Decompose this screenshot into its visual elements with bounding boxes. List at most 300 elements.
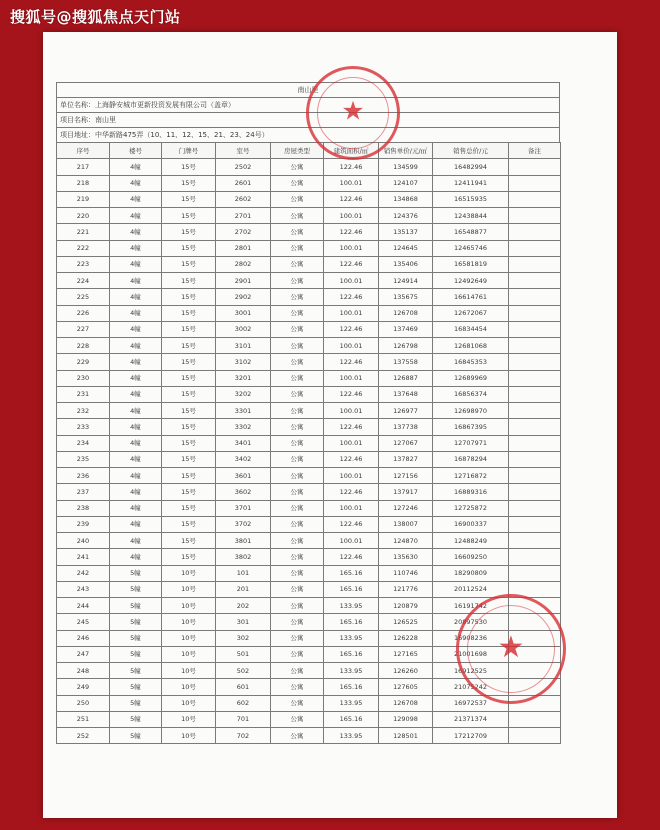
watermark-text: 搜狐号@搜狐焦点天门站: [10, 8, 181, 26]
table-cell: 129098: [379, 711, 433, 727]
table-cell: 5幢: [110, 598, 162, 614]
table-cell: 4幢: [110, 224, 162, 240]
table-cell: 2502: [216, 159, 271, 175]
table-cell: 10号: [162, 711, 216, 727]
table-cell: 3602: [216, 484, 271, 500]
column-header: 楼号: [110, 143, 162, 159]
table-cell: 124645: [379, 240, 433, 256]
table-row: [57, 338, 561, 354]
table-cell: 公寓: [271, 500, 324, 516]
table-cell: 公寓: [271, 565, 324, 581]
table-cell: 237: [57, 484, 110, 500]
table-cell: 239: [57, 516, 110, 532]
table-row: [57, 159, 561, 175]
table-cell: 16867395: [433, 419, 509, 435]
table-cell: 100.01: [324, 305, 379, 321]
table-cell: 133.95: [324, 598, 379, 614]
table-cell: 122.46: [324, 191, 379, 207]
table-cell: 15号: [162, 191, 216, 207]
table-cell: 135630: [379, 549, 433, 565]
table-cell: 4幢: [110, 338, 162, 354]
table-row: [57, 533, 561, 549]
table-cell: 127246: [379, 500, 433, 516]
table-cell: [509, 468, 561, 484]
table-cell: 137648: [379, 386, 433, 402]
table-cell: 226: [57, 305, 110, 321]
table-cell: 243: [57, 581, 110, 597]
table-cell: 公寓: [271, 516, 324, 532]
table-cell: 246: [57, 630, 110, 646]
table-cell: 135137: [379, 224, 433, 240]
table-cell: 100.01: [324, 240, 379, 256]
table-cell: 4幢: [110, 191, 162, 207]
table-row: [57, 516, 561, 532]
table-cell: 17212709: [433, 728, 509, 744]
table-cell: 232: [57, 403, 110, 419]
table-cell: 12716872: [433, 468, 509, 484]
table-cell: 127605: [379, 679, 433, 695]
table-cell: 501: [216, 646, 271, 662]
table-cell: 12689969: [433, 370, 509, 386]
table-row: [57, 419, 561, 435]
table-cell: 231: [57, 386, 110, 402]
table-cell: 122.46: [324, 354, 379, 370]
table-cell: [509, 646, 561, 662]
table-cell: 15号: [162, 468, 216, 484]
table-cell: [509, 403, 561, 419]
table-row: [57, 256, 561, 272]
table-cell: 公寓: [271, 581, 324, 597]
table-cell: 165.16: [324, 614, 379, 630]
table-cell: 15号: [162, 305, 216, 321]
table-row: [57, 565, 561, 581]
table-cell: 3701: [216, 500, 271, 516]
table-cell: [509, 256, 561, 272]
table-cell: 127156: [379, 468, 433, 484]
table-cell: 124376: [379, 208, 433, 224]
table-cell: 15号: [162, 484, 216, 500]
table-cell: 4幢: [110, 289, 162, 305]
table-cell: 15号: [162, 208, 216, 224]
table-cell: [509, 370, 561, 386]
table-cell: 4幢: [110, 451, 162, 467]
table-cell: 236: [57, 468, 110, 484]
table-cell: 3801: [216, 533, 271, 549]
table-cell: 16972537: [433, 695, 509, 711]
table-cell: 公寓: [271, 468, 324, 484]
table-cell: 15号: [162, 403, 216, 419]
table-cell: 10号: [162, 630, 216, 646]
table-cell: 16581819: [433, 256, 509, 272]
table-cell: 12698970: [433, 403, 509, 419]
table-cell: [509, 630, 561, 646]
table-cell: 12465746: [433, 240, 509, 256]
table-cell: 16908236: [433, 630, 509, 646]
table-cell: 21001698: [433, 646, 509, 662]
table-cell: 128501: [379, 728, 433, 744]
table-cell: [509, 435, 561, 451]
table-cell: 4幢: [110, 240, 162, 256]
table-cell: 公寓: [271, 679, 324, 695]
seal-star-icon: ★: [497, 629, 525, 665]
table-cell: 4幢: [110, 549, 162, 565]
table-cell: 公寓: [271, 614, 324, 630]
table-cell: 100.01: [324, 338, 379, 354]
table-row: [57, 435, 561, 451]
table-row: [57, 500, 561, 516]
table-cell: 122.46: [324, 484, 379, 500]
table-cell: 12438844: [433, 208, 509, 224]
column-header: 房屋类型: [271, 143, 324, 159]
table-row: [57, 321, 561, 337]
table-cell: [509, 338, 561, 354]
table-cell: 252: [57, 728, 110, 744]
table-row: [57, 646, 561, 662]
table-cell: 10号: [162, 565, 216, 581]
table-cell: 5幢: [110, 646, 162, 662]
sheet-title: 南山里: [56, 82, 560, 97]
table-cell: [509, 533, 561, 549]
table-cell: 3301: [216, 403, 271, 419]
project-name: 项目名称：南山里: [56, 112, 560, 127]
table-cell: 138007: [379, 516, 433, 532]
table-cell: 3002: [216, 321, 271, 337]
table-cell: 10号: [162, 679, 216, 695]
table-cell: 124107: [379, 175, 433, 191]
table-cell: 165.16: [324, 679, 379, 695]
table-cell: 16889316: [433, 484, 509, 500]
table-cell: 601: [216, 679, 271, 695]
table-cell: 12672067: [433, 305, 509, 321]
table-cell: 234: [57, 435, 110, 451]
table-cell: [509, 289, 561, 305]
table-cell: 16900337: [433, 516, 509, 532]
column-header: 室号: [216, 143, 271, 159]
table-cell: 201: [216, 581, 271, 597]
column-header: 门牌号: [162, 143, 216, 159]
table-cell: 122.46: [324, 321, 379, 337]
table-cell: 124914: [379, 273, 433, 289]
table-cell: 134868: [379, 191, 433, 207]
table-cell: 公寓: [271, 646, 324, 662]
table-row: [57, 711, 561, 727]
table-cell: 2902: [216, 289, 271, 305]
price-list-sheet: [56, 82, 560, 744]
table-cell: 122.46: [324, 289, 379, 305]
table-row: [57, 191, 561, 207]
table-cell: 5幢: [110, 679, 162, 695]
table-cell: 15号: [162, 419, 216, 435]
table-cell: 15号: [162, 321, 216, 337]
table-cell: 16856374: [433, 386, 509, 402]
table-cell: 公寓: [271, 273, 324, 289]
table-row: [57, 240, 561, 256]
table-cell: 502: [216, 663, 271, 679]
table-cell: 20112524: [433, 581, 509, 597]
table-cell: 5幢: [110, 630, 162, 646]
table-cell: 100.01: [324, 435, 379, 451]
table-cell: 16878294: [433, 451, 509, 467]
table-cell: [509, 679, 561, 695]
table-cell: 126798: [379, 338, 433, 354]
table-body: [57, 159, 561, 744]
table-cell: 15号: [162, 435, 216, 451]
table-row: [57, 370, 561, 386]
table-cell: 公寓: [271, 370, 324, 386]
table-cell: 5幢: [110, 614, 162, 630]
table-cell: 2601: [216, 175, 271, 191]
table-cell: 公寓: [271, 695, 324, 711]
table-cell: 16834454: [433, 321, 509, 337]
table-cell: 3802: [216, 549, 271, 565]
table-cell: 165.16: [324, 646, 379, 662]
table-cell: 15号: [162, 240, 216, 256]
table-cell: 18290809: [433, 565, 509, 581]
table-cell: [509, 305, 561, 321]
table-cell: [509, 598, 561, 614]
table-row: [57, 403, 561, 419]
table-row: [57, 208, 561, 224]
table-cell: 15号: [162, 289, 216, 305]
table-cell: 4幢: [110, 256, 162, 272]
table-cell: 110746: [379, 565, 433, 581]
table-cell: 4幢: [110, 419, 162, 435]
table-row: [57, 614, 561, 630]
table-cell: 126260: [379, 663, 433, 679]
table-cell: 16912525: [433, 663, 509, 679]
table-cell: 公寓: [271, 224, 324, 240]
table-cell: 20897530: [433, 614, 509, 630]
table-cell: 公寓: [271, 305, 324, 321]
table-cell: 133.95: [324, 728, 379, 744]
table-cell: 公寓: [271, 549, 324, 565]
table-cell: 2701: [216, 208, 271, 224]
table-cell: 124870: [379, 533, 433, 549]
table-cell: 10号: [162, 581, 216, 597]
table-cell: 公寓: [271, 191, 324, 207]
table-cell: 137827: [379, 451, 433, 467]
table-cell: 公寓: [271, 403, 324, 419]
table-cell: 15号: [162, 224, 216, 240]
table-row: [57, 289, 561, 305]
table-cell: 100.01: [324, 533, 379, 549]
table-cell: 16609250: [433, 549, 509, 565]
table-cell: 12725872: [433, 500, 509, 516]
table-cell: 247: [57, 646, 110, 662]
table-cell: 127067: [379, 435, 433, 451]
table-cell: 126525: [379, 614, 433, 630]
table-cell: 12488249: [433, 533, 509, 549]
seal-star-icon: ★: [341, 96, 365, 127]
table-cell: 248: [57, 663, 110, 679]
table-cell: 122.46: [324, 451, 379, 467]
table-cell: 126887: [379, 370, 433, 386]
table-cell: 16845353: [433, 354, 509, 370]
table-cell: [509, 240, 561, 256]
table-cell: 4幢: [110, 370, 162, 386]
table-cell: 135675: [379, 289, 433, 305]
table-cell: 16614761: [433, 289, 509, 305]
table-cell: 122.46: [324, 159, 379, 175]
table-cell: 15号: [162, 354, 216, 370]
table-cell: 134599: [379, 159, 433, 175]
column-header: 序号: [57, 143, 110, 159]
table-cell: 15号: [162, 451, 216, 467]
table-cell: [509, 273, 561, 289]
table-cell: 15号: [162, 549, 216, 565]
table-cell: 219: [57, 191, 110, 207]
table-cell: 241: [57, 549, 110, 565]
column-header: 销售单价/元/㎡: [379, 143, 433, 159]
table-cell: 3402: [216, 451, 271, 467]
table-cell: 2602: [216, 191, 271, 207]
table-cell: 4幢: [110, 159, 162, 175]
company-name: 单位名称：上海静安城市更新投资发展有限公司（盖章）: [56, 97, 560, 112]
table-cell: 225: [57, 289, 110, 305]
table-cell: [509, 224, 561, 240]
table-cell: 245: [57, 614, 110, 630]
table-cell: 4幢: [110, 435, 162, 451]
table-cell: 4幢: [110, 500, 162, 516]
table-cell: 221: [57, 224, 110, 240]
table-cell: 133.95: [324, 695, 379, 711]
table-cell: 12707971: [433, 435, 509, 451]
table-cell: 5幢: [110, 581, 162, 597]
table-cell: 100.01: [324, 273, 379, 289]
table-cell: 4幢: [110, 484, 162, 500]
table-cell: 公寓: [271, 354, 324, 370]
table-cell: 15号: [162, 533, 216, 549]
table-cell: 233: [57, 419, 110, 435]
table-row: [57, 468, 561, 484]
table-cell: 15号: [162, 370, 216, 386]
table-cell: 251: [57, 711, 110, 727]
table-cell: [509, 663, 561, 679]
table-cell: [509, 191, 561, 207]
table-cell: 126708: [379, 695, 433, 711]
table-cell: 公寓: [271, 386, 324, 402]
table-cell: 3302: [216, 419, 271, 435]
table-cell: 229: [57, 354, 110, 370]
table-cell: 4幢: [110, 208, 162, 224]
table-cell: [509, 354, 561, 370]
table-cell: 10号: [162, 663, 216, 679]
table-cell: 4幢: [110, 321, 162, 337]
table-cell: [509, 208, 561, 224]
table-cell: 2901: [216, 273, 271, 289]
table-cell: 5幢: [110, 565, 162, 581]
table-cell: 224: [57, 273, 110, 289]
table-cell: 227: [57, 321, 110, 337]
table-cell: 202: [216, 598, 271, 614]
table-cell: 5幢: [110, 728, 162, 744]
table-cell: 137558: [379, 354, 433, 370]
table-cell: 165.16: [324, 565, 379, 581]
table-cell: 21371374: [433, 711, 509, 727]
table-cell: [509, 728, 561, 744]
table-row: [57, 663, 561, 679]
table-cell: [509, 321, 561, 337]
table-cell: 4幢: [110, 273, 162, 289]
table-cell: 217: [57, 159, 110, 175]
table-cell: [509, 484, 561, 500]
table-cell: 121776: [379, 581, 433, 597]
table-cell: 165.16: [324, 581, 379, 597]
table-cell: 122.46: [324, 224, 379, 240]
table-cell: 2801: [216, 240, 271, 256]
table-cell: 100.01: [324, 175, 379, 191]
table-cell: [509, 451, 561, 467]
table-cell: 2802: [216, 256, 271, 272]
column-header: 销售总价/元: [433, 143, 509, 159]
table-row: [57, 549, 561, 565]
table-row: [57, 630, 561, 646]
table-cell: 16482994: [433, 159, 509, 175]
table-cell: 100.01: [324, 403, 379, 419]
table-cell: 238: [57, 500, 110, 516]
table-cell: [509, 500, 561, 516]
table-header-row: [57, 143, 561, 159]
table-row: [57, 354, 561, 370]
table-cell: [509, 419, 561, 435]
table-cell: 240: [57, 533, 110, 549]
table-cell: 3702: [216, 516, 271, 532]
table-cell: [509, 565, 561, 581]
table-cell: 15号: [162, 256, 216, 272]
table-cell: 10号: [162, 695, 216, 711]
table-cell: 3601: [216, 468, 271, 484]
table-cell: 3401: [216, 435, 271, 451]
table-cell: [509, 581, 561, 597]
table-cell: 公寓: [271, 630, 324, 646]
table-cell: 126977: [379, 403, 433, 419]
table-cell: 302: [216, 630, 271, 646]
table-cell: 100.01: [324, 208, 379, 224]
table-cell: 230: [57, 370, 110, 386]
table-cell: [509, 386, 561, 402]
table-cell: 4幢: [110, 468, 162, 484]
table-cell: 3201: [216, 370, 271, 386]
table-row: [57, 695, 561, 711]
table-cell: 10号: [162, 598, 216, 614]
table-cell: [509, 549, 561, 565]
table-cell: 165.16: [324, 711, 379, 727]
table-cell: 15号: [162, 175, 216, 191]
table-cell: 15号: [162, 338, 216, 354]
table-cell: 公寓: [271, 663, 324, 679]
table-cell: 4幢: [110, 305, 162, 321]
table-cell: 21075242: [433, 679, 509, 695]
table-cell: 10号: [162, 646, 216, 662]
table-cell: 101: [216, 565, 271, 581]
table-cell: 3102: [216, 354, 271, 370]
table-cell: 4幢: [110, 175, 162, 191]
table-cell: 公寓: [271, 240, 324, 256]
table-cell: 公寓: [271, 338, 324, 354]
table-cell: 220: [57, 208, 110, 224]
table-cell: 3202: [216, 386, 271, 402]
table-cell: 公寓: [271, 728, 324, 744]
table-cell: 701: [216, 711, 271, 727]
table-cell: [509, 159, 561, 175]
table-cell: 242: [57, 565, 110, 581]
table-cell: 100.01: [324, 468, 379, 484]
table-cell: 122.46: [324, 419, 379, 435]
table-cell: 100.01: [324, 500, 379, 516]
table-cell: 5幢: [110, 663, 162, 679]
table-cell: 公寓: [271, 598, 324, 614]
table-cell: 5幢: [110, 711, 162, 727]
